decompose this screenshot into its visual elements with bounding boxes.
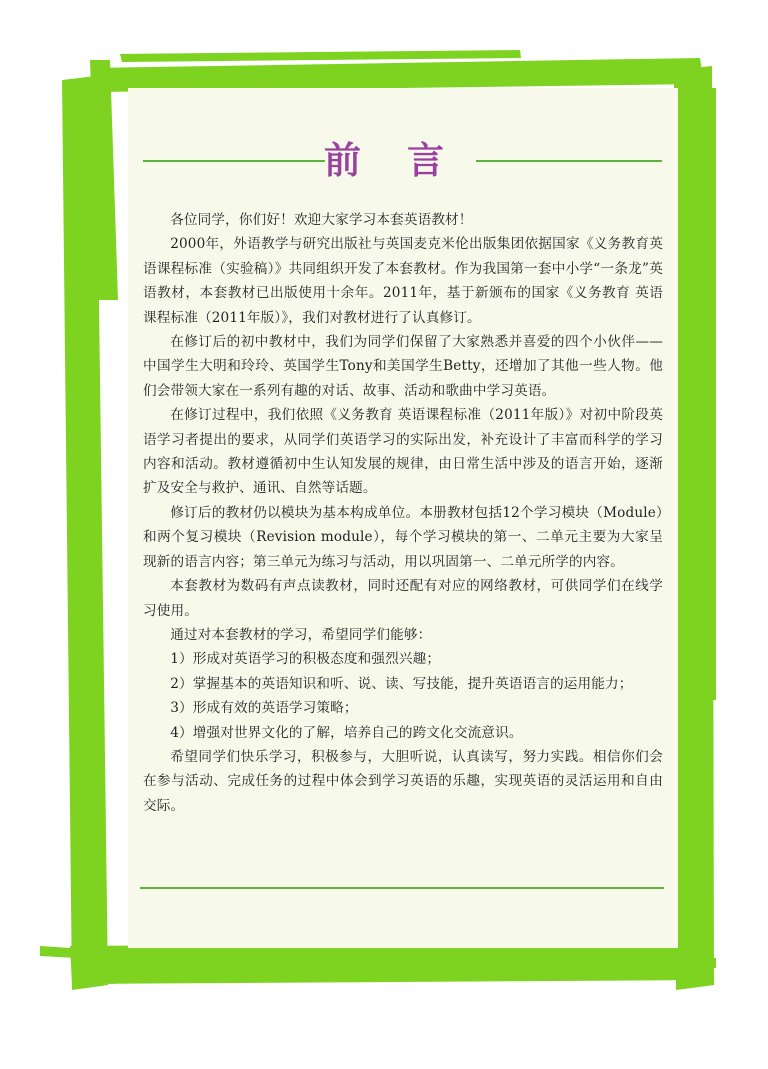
goal-item: 1）形成对英语学习的积极态度和强烈兴趣； <box>170 651 441 668</box>
preface-body <box>143 208 663 818</box>
paragraph-modules: 修订后的教材仍以模块为基本构成单位。本册教材包括12个学习模块（Module）和两个复习模块（Revision module），每个学习模块的第一、二单元主要为大家呈现新的语言内容；第三单元为练习与活动，用以巩固第一、二单元所学的内容。 <box>143 504 663 570</box>
paragraph-closing: 希望同学们快乐学习，积极参与，大胆听说，认真读写，努力实践。相信你们会在参与活动、完成任务的过程中体会到学习英语的乐趣，实现英语的灵活运用和自由交际。 <box>143 748 663 814</box>
paragraph-goals-intro: 通过对本套教材的学习，希望同学们能够： <box>170 626 432 643</box>
paragraph-greeting: 各位同学，你们好！欢迎大家学习本套英语教材！ <box>170 212 473 228</box>
frame-stroke-top-2 <box>120 50 521 62</box>
goal-item: 2）掌握基本的英语知识和听、说、读、写技能，提升英语语言的运用能力； <box>170 675 633 692</box>
page-title: 前言 <box>324 139 490 182</box>
paragraph-history: 2000年，外语教学与研究出版社与英国麦克米伦出版集团依据国家《义务教育英语课程标准（实验稿）》共同组织开发了本套教材。作为我国第一套中小学“一条龙”英语教材，本套教材已出版使用十余年。2011年，基于新颁布的国家《义务教育 英语课程标准（2011年版）》，我们对教材进行了认真修订。 <box>143 236 663 326</box>
paragraph-digital: 本套教材为数码有声点读教材，同时还配有对应的网络教材，可供同学们在线学习使用。 <box>143 578 663 619</box>
goal-item: 4）增强对世界文化的了解，培养自己的跨文化交流意识。 <box>170 724 523 741</box>
frame-stroke-top <box>92 58 704 92</box>
paragraph-characters: 在修订后的初中教材中，我们为同学们保留了大家熟悉并喜爱的四个小伙伴——中国学生大明和玲玲、英国学生Tony和美国学生Betty，还增加了其他一些人物。他们会带领大家在一系列有趣的对话、故事、活动和歌曲中学习英语。 <box>143 334 663 399</box>
paragraph-revision: 在修订过程中，我们依照《义务教育 英语课程标准（2011年版）》对初中阶段英语学习者提出的要求，从同学们英语学习的实际出发，补充设计了丰富而科学的学习内容和活动。教材遵循初中生认知发展的规律，由日常生活中涉及的语言开始，逐渐扩及安全与救护、通讯、自然等话题。 <box>143 407 663 497</box>
frame-stroke-bottom-3 <box>396 956 716 968</box>
goal-item: 3）形成有效的英语学习策略； <box>170 700 358 717</box>
